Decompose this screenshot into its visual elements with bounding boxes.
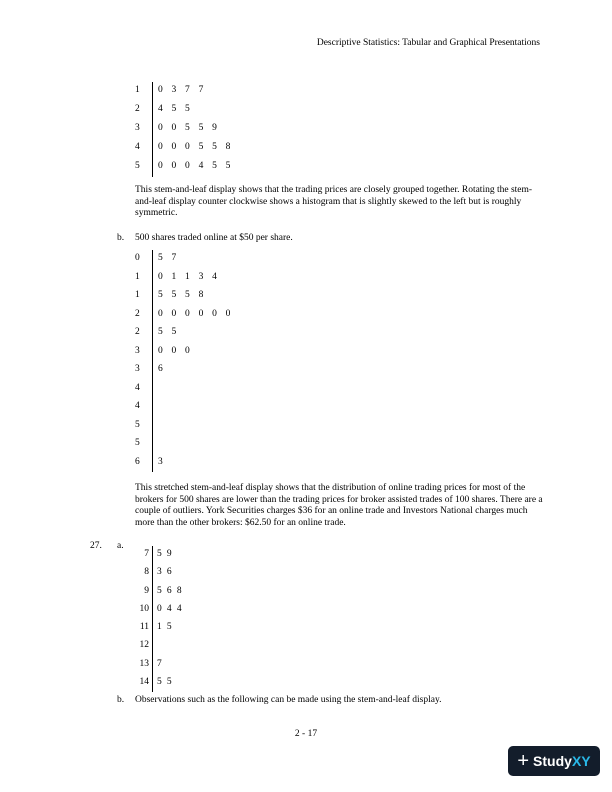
problem-27-number: 27. (90, 541, 102, 551)
stem-value: 13 (139, 658, 149, 669)
stem-leaf-row (0, 139, 612, 158)
stem-leaf-display-3 (0, 546, 612, 692)
stem-leaf-divider (152, 546, 153, 692)
stem-leaf-row (0, 306, 612, 325)
leaf-values: 5 6 8 (157, 585, 183, 596)
leaf-values: 0 0 0 (158, 345, 193, 356)
stem-value: 3 (135, 364, 140, 374)
part-b2-label: b. (117, 695, 125, 705)
stem-leaf-divider (152, 82, 153, 177)
stem-leaf-row (0, 398, 612, 417)
paragraph-1: This stem-and-leaf display shows that the trading prices are closely grouped together. Rotating the stem-and-leaf display counter clockwise shows a histogram that is slightly skewed to the left but is roughly symmetric. (135, 185, 533, 218)
stem-value: 7 (144, 549, 149, 559)
part-b-text: 500 shares traded online at $50 per share. (135, 233, 293, 243)
stem-leaf-row (0, 361, 612, 380)
leaf-values: 0 0 0 0 0 0 (158, 308, 234, 319)
stem-value: 1 (135, 271, 140, 282)
leaf-values: 0 0 0 5 5 8 (158, 142, 234, 152)
stem-leaf-row (0, 583, 612, 601)
stem-leaf-row (0, 380, 612, 399)
stem-value: 9 (144, 585, 149, 596)
leaf-values: 1 5 (157, 622, 174, 633)
stem-leaf-row (0, 564, 612, 582)
stem-value: 3 (135, 345, 140, 356)
stem-leaf-row (0, 82, 612, 101)
stem-leaf-display-2 (0, 250, 612, 472)
stem-leaf-row (0, 250, 612, 269)
stem-value: 0 (135, 253, 140, 263)
part-b2-text: Observations such as the following can be made using the stem-and-leaf display. (135, 695, 442, 705)
leaf-values: 5 5 (157, 677, 174, 688)
stem-value: 4 (135, 142, 140, 152)
stem-value: 2 (135, 327, 140, 337)
badge-brand-1: Study (533, 753, 572, 769)
leaf-values: 3 6 (157, 567, 174, 578)
stem-leaf-row (0, 656, 612, 674)
stem-leaf-row (0, 287, 612, 306)
stem-leaf-divider (152, 250, 153, 472)
stem-leaf-row (0, 120, 612, 139)
stem-leaf-display-1 (0, 82, 612, 177)
stem-value: 11 (139, 622, 149, 633)
stem-value: 4 (135, 401, 140, 411)
page-header: Descriptive Statistics: Tabular and Graphical Presentations (316, 38, 540, 48)
stem-value: 5 (135, 161, 140, 171)
leaf-values: 0 0 0 4 5 5 (158, 161, 234, 171)
leaf-values: 6 (158, 364, 166, 374)
leaf-values: 7 (157, 658, 164, 669)
studyxy-badge[interactable] (508, 746, 600, 776)
leaf-values: 5 9 (157, 549, 174, 559)
stem-value: 2 (135, 104, 140, 114)
page-number: 2 - 17 (294, 729, 318, 739)
stem-leaf-row (0, 546, 612, 564)
leaf-values: 5 5 5 8 (158, 290, 207, 300)
stem-value: 6 (135, 456, 140, 467)
leaf-values: 3 (158, 456, 166, 467)
stem-leaf-row (0, 674, 612, 692)
stem-leaf-row (0, 417, 612, 436)
stem-value: 12 (139, 640, 149, 651)
stem-leaf-row (0, 269, 612, 288)
stem-value: 10 (139, 603, 149, 614)
problem-27-part-a: a. (117, 541, 124, 551)
stem-value: 4 (135, 382, 140, 393)
stem-leaf-row (0, 435, 612, 454)
leaf-values: 5 5 (158, 327, 180, 337)
leaf-values: 0 3 7 7 (158, 85, 207, 95)
stem-leaf-row (0, 324, 612, 343)
stem-leaf-row (0, 601, 612, 619)
stem-leaf-row (0, 637, 612, 655)
stem-value: 2 (135, 308, 140, 319)
stem-value: 8 (144, 567, 149, 578)
leaf-values: 4 5 5 (158, 104, 193, 114)
stem-value: 5 (135, 438, 140, 448)
badge-brand-2: XY (571, 753, 591, 769)
stem-value: 3 (135, 123, 140, 133)
leaf-values: 0 1 1 3 4 (158, 271, 221, 282)
stem-value: 1 (135, 290, 140, 300)
stem-leaf-row (0, 454, 612, 473)
stem-value: 14 (139, 677, 149, 688)
part-b-label: b. (117, 233, 125, 243)
stem-value: 1 (135, 85, 140, 95)
stem-leaf-row (0, 619, 612, 637)
leaf-values: 0 0 5 5 9 (158, 123, 221, 133)
stem-leaf-row (0, 101, 612, 120)
leaf-values: 0 4 4 (157, 603, 183, 614)
stem-leaf-row (0, 343, 612, 362)
paragraph-2: This stretched stem-and-leaf display shows that the distribution of online trading prices for most of the brokers for 500 shares are lower than the trading prices for broker assisted trades of 100 shares. There are a couple of outliers. York Securities charges $36 for an online trade and Investors National charges much more than the other brokers: $62.50 for an online trade. (135, 483, 543, 528)
leaf-values: 5 7 (158, 253, 180, 263)
plus-icon: + (517, 750, 530, 772)
stem-value: 5 (135, 419, 140, 430)
stem-leaf-row (0, 158, 612, 177)
